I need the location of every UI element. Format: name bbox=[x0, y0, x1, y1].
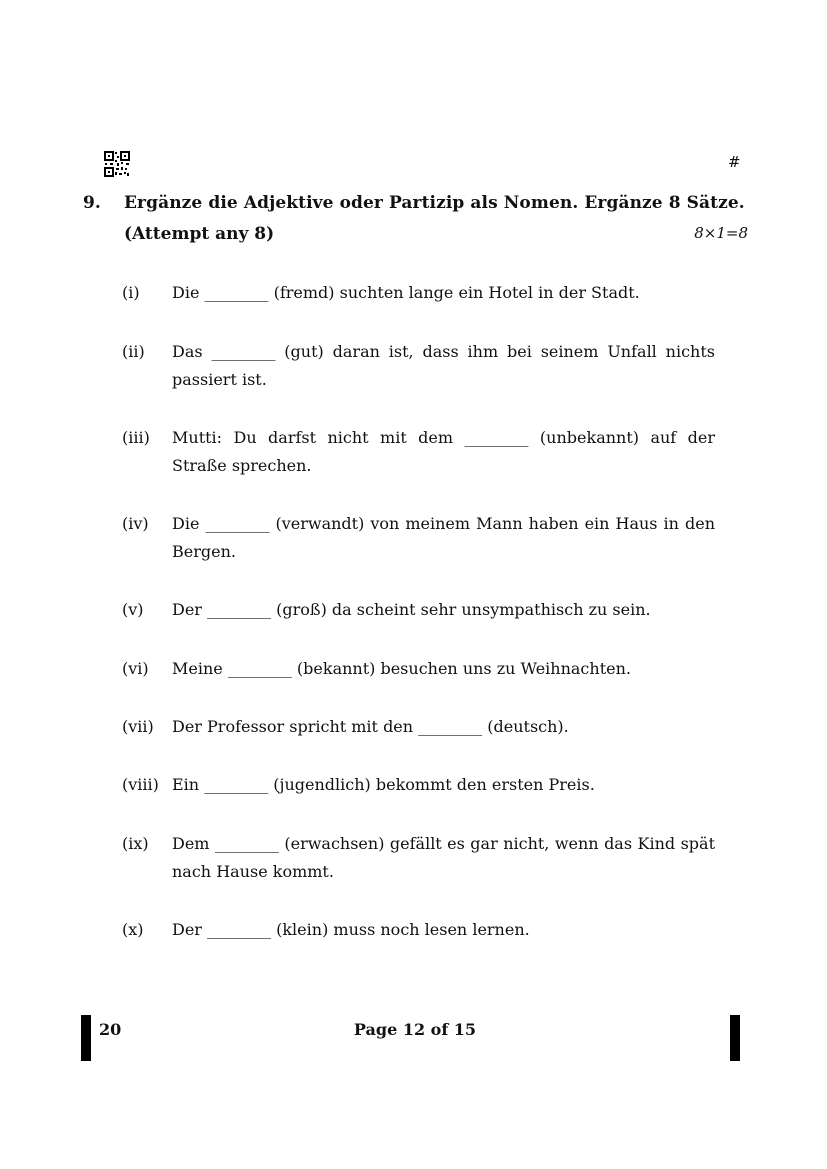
item-text: Die ________ (verwandt) von meinem Mann haben ein Haus in den Bergen. bbox=[172, 514, 715, 561]
item-number: (i) bbox=[122, 283, 140, 302]
item-number: (ii) bbox=[122, 342, 145, 361]
item-number: (x) bbox=[122, 920, 144, 939]
item-number: (vii) bbox=[122, 717, 154, 736]
item-text: Ein ________ (jugendlich) bekommt den ersten Preis. bbox=[172, 775, 595, 794]
item-number: (vi) bbox=[122, 659, 149, 678]
qr-code-icon bbox=[104, 151, 130, 177]
footer-right-bar bbox=[730, 1015, 740, 1061]
footer-number: 20 bbox=[99, 1020, 122, 1039]
item-number: (v) bbox=[122, 600, 144, 619]
item-number: (viii) bbox=[122, 775, 159, 794]
item-number: (ix) bbox=[122, 834, 149, 853]
question-marks: 8×1=8 bbox=[694, 224, 748, 242]
item-text: Dem ________ (erwachsen) gefällt es gar nicht, wenn das Kind spät nach Hause kommt. bbox=[172, 834, 715, 881]
item-text: Mutti: Du darfst nicht mit dem ________ (unbekannt) auf der Straße sprechen. bbox=[172, 428, 715, 475]
item-number: (iii) bbox=[122, 428, 150, 447]
item-text: Das ________ (gut) daran ist, dass ihm bei seinem Unfall nichts passiert ist. bbox=[172, 342, 715, 389]
page-indicator: Page 12 of 15 bbox=[353, 1020, 477, 1039]
item-text: Meine ________ (bekannt) besuchen uns zu Weihnachten. bbox=[172, 659, 631, 678]
item-number: (iv) bbox=[122, 514, 149, 533]
item-text: Der ________ (klein) muss noch lesen lernen. bbox=[172, 920, 530, 939]
question-title: Ergänze die Adjektive oder Partizip als Nomen. Ergänze 8 Sätze. bbox=[124, 193, 745, 213]
footer-left-bar bbox=[81, 1015, 91, 1061]
question-instruction: (Attempt any 8) bbox=[124, 224, 275, 244]
item-text: Der ________ (groß) da scheint sehr unsympathisch zu sein. bbox=[172, 600, 651, 619]
hash-mark: # bbox=[728, 153, 741, 171]
item-text: Der Professor spricht mit den ________ (deutsch). bbox=[172, 717, 569, 736]
item-text: Die ________ (fremd) suchten lange ein Hotel in der Stadt. bbox=[172, 283, 640, 302]
question-number: 9. bbox=[83, 193, 101, 213]
